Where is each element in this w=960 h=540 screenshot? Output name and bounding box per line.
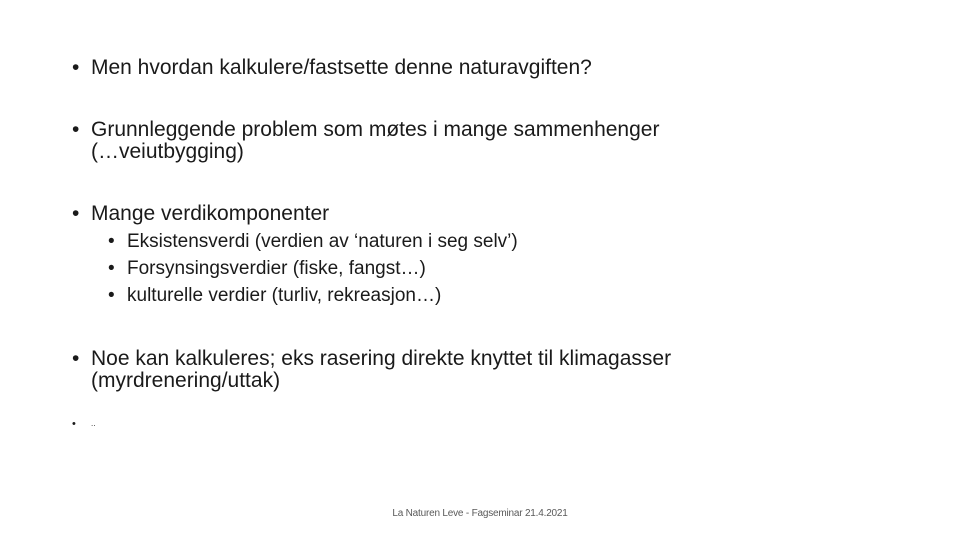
sub-bullet-item [108,231,518,253]
sub-bullet-marker: • [108,258,115,279]
sub-bullet-marker: • [108,231,115,252]
bullet-text: Men hvordan kalkulere/fastsette denne naturavgiften? [91,56,592,79]
slide-footer: La Naturen Leve - Fagseminar 21.4.2021 [392,508,568,519]
bullet-text: Mange verdikomponenter [91,202,330,225]
bullet-item [72,418,131,430]
bullet-item [72,348,811,392]
sub-bullet-text: kulturelle verdier (turliv, rekreasjon…) [127,285,442,306]
bullet-marker: • [72,202,80,225]
bullet-marker: • [72,118,80,141]
bullet-text: .. [91,419,96,428]
bullet-marker: • [72,56,80,79]
bullet-item [72,57,811,79]
bullet-item [72,203,811,225]
bullet-item [72,119,811,163]
sub-bullet-text: Eksistensverdi (verdien av ‘naturen i seg selv’) [127,231,518,252]
bullet-marker: • [72,347,80,370]
sub-bullet-item [108,285,441,307]
sub-bullet-text: Forsynsingsverdier (fiske, fangst…) [127,258,426,279]
bullet-text: Grunnleggende problem som møtes i mange sammenhenger (…veiutbygging) [91,118,660,163]
bullet-marker: • [72,418,76,430]
sub-bullet-marker: • [108,285,115,306]
bullet-text: Noe kan kalkuleres; eks rasering direkte knyttet til klimagasser (myrdrenering/uttak) [91,347,672,392]
sub-bullet-item [108,258,426,280]
